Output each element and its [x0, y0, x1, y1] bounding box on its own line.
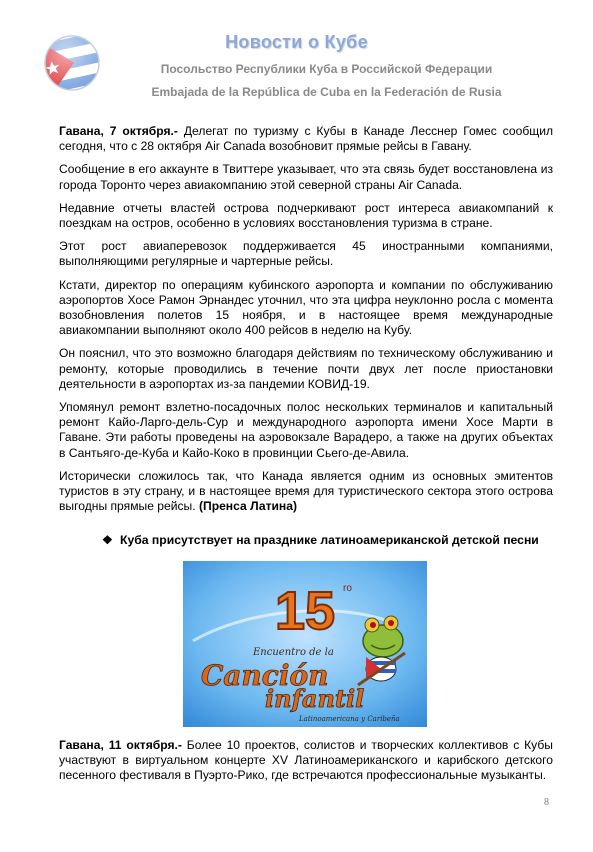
poster-line4: Latinoamericana y Caribeña — [299, 715, 400, 723]
poster-line1: Encuentro de la — [253, 647, 334, 658]
embassy-name-ru: Посольство Республики Куба в Российской Федерации — [160, 62, 493, 76]
newsletter-header — [0, 0, 593, 110]
festival-poster-image — [183, 561, 427, 727]
paragraph: Гавана, 7 октября.- Делегат по туризму с Кубы в Канаде Лесснер Гомес сообщил сегодня, что с 28 октября Air Canada возобновит прямые рейсы в Гавану. — [59, 124, 554, 154]
paragraph: Исторически сложилось так, что Канада является одним из основных эмитентов туристов в эту страну, и в настоящее время для туристического сектора этого острова выгодны прямые рейсы. (Пренса Латина) — [59, 468, 553, 514]
article-children-song — [59, 738, 553, 784]
headline-text: Куба присутствует на празднике латиноамериканской детской песни — [120, 533, 539, 547]
poster-line3: infantil — [265, 684, 365, 713]
embassy-name-es: Embajada de la República de Cuba en la Federación de Rusia — [151, 85, 502, 99]
paragraph: Он пояснил, что это возможно благодаря действиям по техническому обслуживанию и ремонту, которые проводились в течение почти двух лет после приостановки деятельности в аэропортах из-за пандемии КОВИД-19. — [59, 346, 553, 391]
paragraph: Гавана, 11 октября.- Более 10 проектов, солистов и творческих коллективов с Кубы участвуют в виртуальном концерте XV Латиноамериканского и карибского детского песенного фестиваля в Пуэрто-Рико, где встречаются профессиональные музыканты. — [59, 738, 553, 783]
paragraph: Упомянул ремонт взлетно-посадочных полос нескольких терминалов и капитальный ремонт Кайо-Ларго-дель-Сур и международного аэропорта имени Хосе Марти в Гаване. Эти работы проведены на аэровокзале Варадеро, а также на других объектах в Сантьяго-де-Куба и Кайо-Коко в провинции Сьего-де-Авила. — [59, 400, 553, 460]
poster-ordinal: ro — [343, 583, 352, 594]
paragraph: Этот рост авиаперевозок поддерживается 45 иностранными компаниями, выполняющими регулярные и чартерные рейсы. — [59, 239, 553, 269]
bullet-diamond-icon: ❖ — [102, 533, 113, 547]
dateline: Гавана, 11 октября.- — [59, 738, 182, 752]
poster-line2: Canción — [201, 659, 329, 692]
section-headline — [102, 533, 539, 547]
paragraph: Недавние отчеты властей острова подчеркивают рост интереса авиакомпаний к поездкам на остров, особенно в условиях восстановления туризма в стране. — [59, 200, 553, 231]
article-air-canada — [59, 124, 553, 522]
paragraph: Сообщение в его аккаунте в Твиттере указывает, что эта связь будет восстановлена из города Торонто через авиакомпанию этой северной страны Air Canada. — [59, 162, 553, 192]
poster-number: 15 — [275, 581, 336, 641]
newsletter-title: Новости о Кубе — [225, 32, 368, 52]
page-number: 8 — [544, 797, 549, 808]
dateline: Гавана, 7 октября.- — [59, 124, 178, 138]
source-credit: (Пренса Латина) — [198, 499, 297, 514]
paragraph: Кстати, директор по операциям кубинского аэропорта и компании по обслуживанию аэропортов Хосе Рамон Эрнандес уточнил, что эта цифра неуклонно росла с момента возобновления полетов 15 ноября, и в настоящее время международные авиакомпании выполняют около 400 рейсов в неделю на Кубу. — [59, 277, 553, 338]
